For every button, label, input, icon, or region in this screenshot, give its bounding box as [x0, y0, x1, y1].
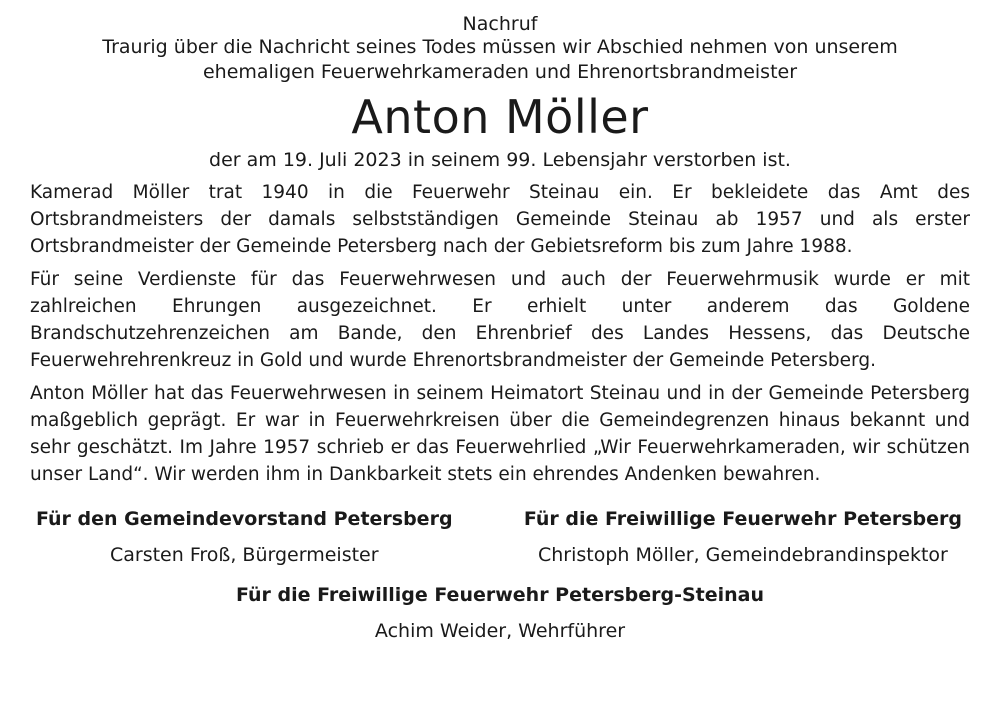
- signature-person: Carsten Froß, Bürgermeister: [109, 544, 379, 566]
- intro-line: Traurig über die Nachricht seines Todes müssen wir Abschied nehmen von unserem: [102, 36, 898, 58]
- signature-organization: Für den Gemeindevorstand Petersberg: [36, 508, 453, 530]
- intro-line: ehemaligen Feuerwehrkameraden und Ehrenortsbrandmeister: [202, 61, 798, 83]
- signature-row: [30, 505, 970, 569]
- deceased-name: Anton Möller: [351, 90, 649, 144]
- body-paragraph: Anton Möller hat das Feuerwehrwesen in seinem Heimatort Steinau und in der Gemeinde Petersberg maßgeblich geprägt. Er war in Feuerwehrkreisen über die Gemeindegrenzen hinaus bekannt und sehr geschätzt. Im Jahre 1957 schrieb er das Feuerwehrlied „Wir Feuerwehrkameraden, wir schützen unser Land“. Wir werden ihm in Dankbarkeit stets ein ehrendes Andenken bewahren.: [30, 383, 970, 485]
- signature-person: Achim Weider, Wehrführer: [374, 620, 626, 642]
- intro-text: [30, 35, 970, 85]
- notice-heading: Nachruf: [462, 13, 538, 35]
- signature-block: [30, 581, 970, 645]
- signature-person: Christoph Möller, Gemeindebrandinspektor: [538, 544, 948, 566]
- body-paragraph: Für seine Verdienste für das Feuerwehrwesen und auch der Feuerwehrmusik wurde er mit zahlreichen Ehrungen ausgezeichnet. Er erhielt unter anderem das Goldene Brandschutzehrenzeichen am Bande, den Ehrenbrief des Landes Hessens, das Deutsche Feuerwehrehrenkreuz in Gold und wurde Ehrenortsbrandmeister der Gemeinde Petersberg.: [30, 269, 970, 371]
- signature-organization: Für die Freiwillige Feuerwehr Petersberg-Steinau: [235, 584, 765, 606]
- signature-block: [36, 505, 453, 569]
- body-paragraph: Kamerad Möller trat 1940 in die Feuerwehr Steinau ein. Er bekleidete das Amt des Ortsbrandmeisters der damals selbstständigen Gemeinde Steinau ab 1957 und als erster Ortsbrandmeister der Gemeinde Petersberg nach der Gebietsreform bis zum Jahre 1988.: [30, 182, 970, 257]
- signature-organization: Für die Freiwillige Feuerwehr Petersberg: [523, 508, 962, 530]
- signature-block: [524, 505, 962, 569]
- death-date-line: der am 19. Juli 2023 in seinem 99. Lebensjahr verstorben ist.: [209, 149, 791, 171]
